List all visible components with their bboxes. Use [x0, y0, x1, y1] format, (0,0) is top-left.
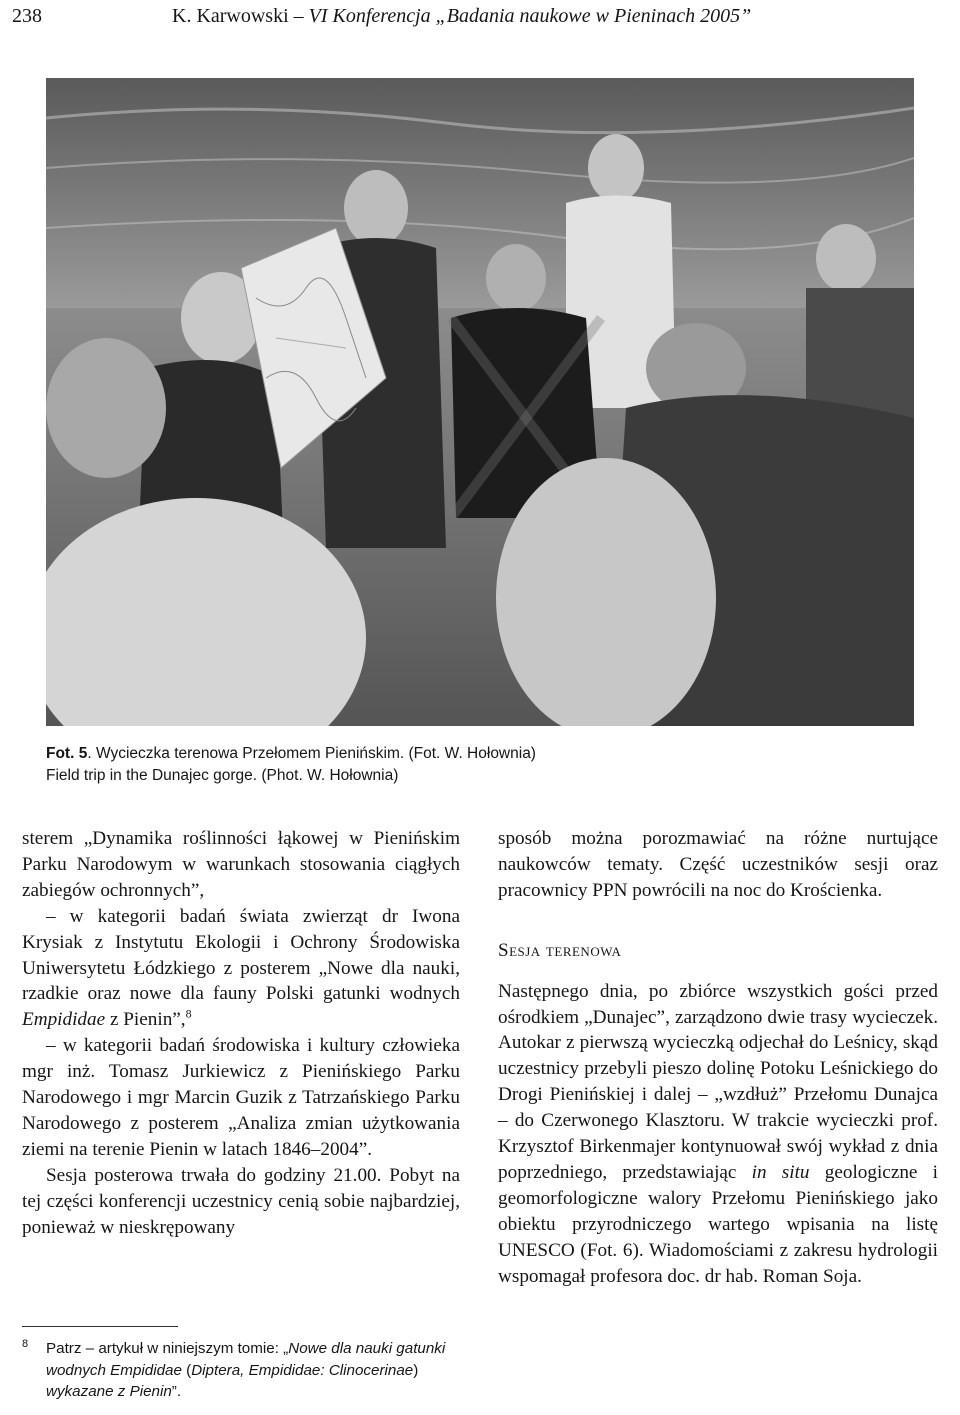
paragraph: – w kategorii badań świata zwierząt dr Iwona Krysiak z Instytutu Ekologii i Ochrony Środowiska Uniwersytetu Łódzkiego z posterem „Nowe dla nauki, rzadkie oraz nowe dla fauny Polski gatunki wodnych Empididae z Pienin”,$^8$: [22, 905, 460, 1031]
caption-english: Field trip in the Dunajec gorge. (Phot. W. Hołownia): [46, 767, 399, 784]
field-trip-photo: [46, 78, 914, 726]
paragraph: sterem „Dynamika roślinności łąkowej w Pienińskim Parku Narodowym w warunkach stosowania ciągłych zabiegów ochronnych”,: [22, 828, 460, 901]
paragraph: Sesja posterowa trwała do godziny 21.00. Pobyt na tej części konferencji uczestnicy cenią sobie najbardziej, ponieważ w nieskrępowany: [22, 1164, 460, 1238]
right-column: [498, 826, 938, 1290]
paragraph: Następnego dnia, po zbiórce wszystkich gości przed ośrodkiem „Dunajec”, zarządzono dwie trasy wycieczek. Autokar z pierwszą wycieczką odjechał do Leśnicy, skąd uczestnicy przebyli pieszo dolinę Potoku Leśnickiego do Drogi Pienińskiej i dalej – „wzdłuż” Przełomu Dunajca – do Czerwonego Klasztoru. W trakcie wycieczki prof. Krzysztof Birkenmajer kontynuował swój wykład z dnia poprzedniego, przedstawiając in situ geologiczne i geomorfologiczne walory Przełomu Pienińskiego jako obiektu przyrodniczego wartego wpisania na listę UNESCO (Fot. 6). Wiadomościami z zakresu hydrologii wspomagał profesora doc. dr hab. Roman Soja.: [498, 980, 938, 1287]
running-title: [172, 5, 751, 28]
footnote-number: 8: [22, 1338, 29, 1350]
left-column: [22, 826, 460, 1241]
section-heading: Sesja terenowa: [498, 939, 622, 961]
caption-polish: Fot. 5. Wycieczka terenowa Przełomem Pienińskim. (Fot. W. Hołownia): [46, 745, 536, 762]
footnote: [22, 1338, 466, 1403]
footnote-ref: 8: [185, 1006, 192, 1021]
photo-illustration: [46, 78, 914, 726]
river: [46, 78, 914, 308]
caption-label: Fot. 5: [46, 745, 88, 762]
figure-caption: [46, 743, 536, 787]
paragraph: – w kategorii badań środowiska i kultury człowieka mgr inż. Tomasz Jurkiewicz z Pienińskiego Parku Narodowego i mgr Marcin Guzik z Tatrzańskiego Parku Narodowego z posterem „Analiza zmian użytkowania ziemi na terenie Pienin w latach 1846–2004”.: [22, 1035, 460, 1160]
running-header: [0, 0, 960, 40]
footnote-text: Patrz – artykuł w niniejszym tomie: „Nowe dla nauki gatunki wodnych Empididae (Diptera, Empididae: Clinocerinae) wykazane z Pienin”.: [46, 1340, 446, 1400]
paragraph: sposób można porozmawiać na różne nurtujące naukowców tematy. Część uczestników sesji oraz pracownicy PPN powrócili na noc do Krościenka.: [498, 828, 938, 901]
running-conference-title: VI Konferencja „Badania naukowe w Pieninach 2005”: [308, 5, 752, 27]
running-author: K. Karwowski –: [172, 5, 309, 27]
page-number: 238: [12, 5, 42, 27]
footnote-rule: [22, 1326, 178, 1327]
